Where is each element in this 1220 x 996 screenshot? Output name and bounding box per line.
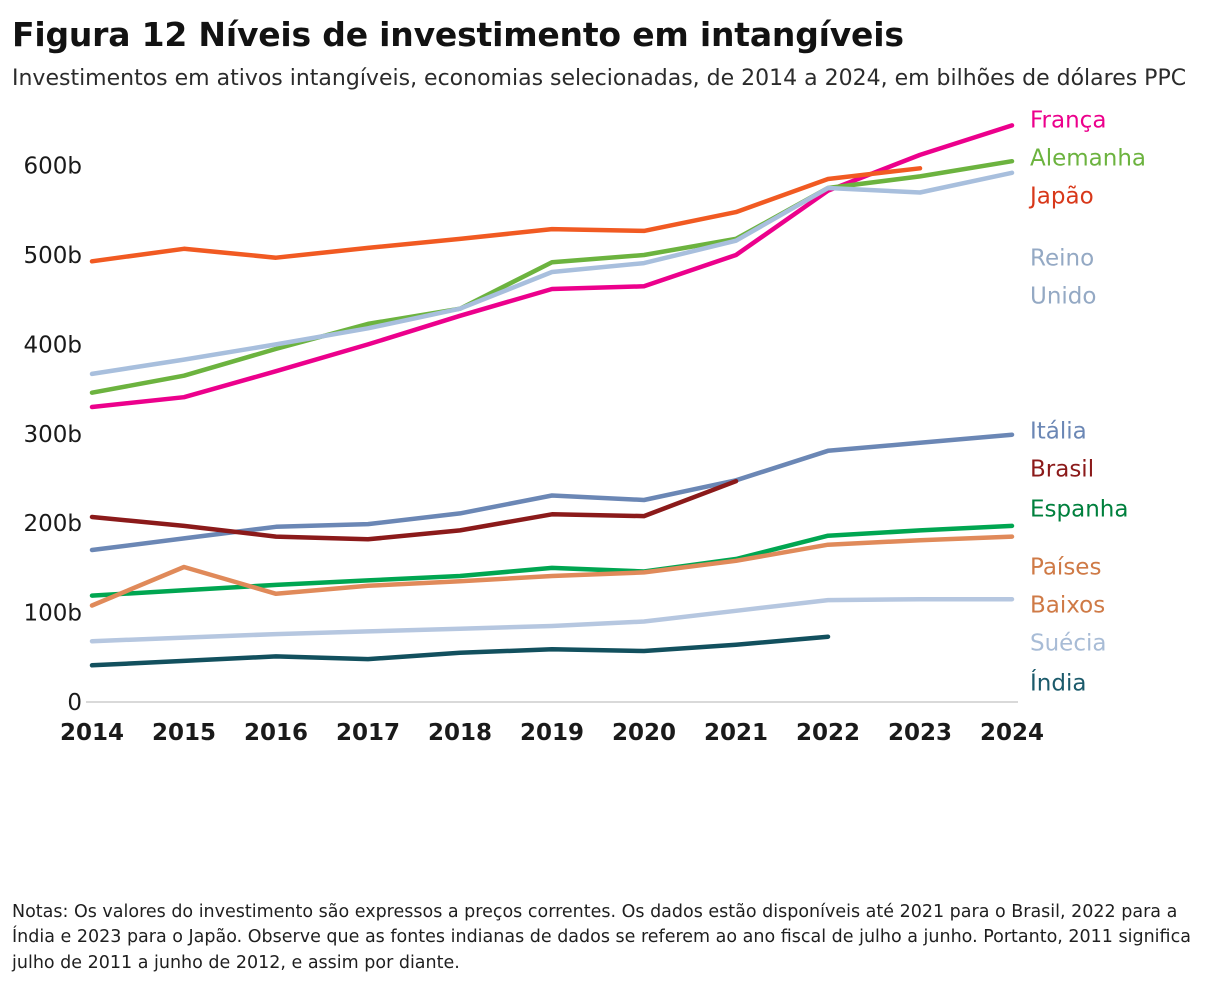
chart-legend bbox=[1028, 107, 1146, 696]
x-tick-label: 2016 bbox=[243, 719, 309, 746]
x-tick-label: 2021 bbox=[703, 719, 769, 746]
y-tick-label: 500b bbox=[23, 242, 82, 269]
series-line bbox=[92, 599, 1012, 641]
x-tick-label: 2022 bbox=[795, 719, 861, 746]
figure-subtitle: Investimentos em ativos intangíveis, economias selecionadas, de 2014 a 2024, em bilhões de dólares PPC bbox=[12, 65, 1187, 91]
legend-label: Brasil bbox=[1030, 456, 1095, 483]
line-chart bbox=[12, 102, 1208, 762]
y-tick-label: 300b bbox=[23, 421, 82, 448]
y-tick-label: 400b bbox=[23, 332, 82, 359]
x-tick-label: 2019 bbox=[519, 719, 585, 746]
x-tick-label: 2017 bbox=[335, 719, 401, 746]
legend-label: Reino bbox=[1030, 245, 1095, 272]
series-line bbox=[92, 526, 1012, 596]
figure-notes: Notas: Os valores do investimento são expressos a preços correntes. Os dados estão disponíveis até 2021 para o Brasil, 2022 para a Índia e 2023 para o Japão. Observe que as fontes indianas de dados se referem ao ano fiscal de julho a junho. Portanto, 2011 significa julho de 2011 a junho de 2012, e assim por diante. bbox=[12, 902, 1191, 973]
legend-label: Itália bbox=[1030, 418, 1087, 445]
page-title: Figura 12 Níveis de investimento em intangíveis bbox=[12, 15, 904, 54]
legend-label: Japão bbox=[1030, 183, 1094, 210]
x-tick-label: 2014 bbox=[59, 719, 125, 746]
series-line bbox=[92, 125, 1012, 407]
legend-label: Espanha bbox=[1030, 496, 1129, 523]
series-line bbox=[92, 161, 1012, 393]
legend-label: Baixos bbox=[1030, 592, 1106, 619]
x-tick-label: 2018 bbox=[427, 719, 493, 746]
series-line bbox=[92, 536, 1012, 605]
y-tick-label: 100b bbox=[23, 600, 82, 627]
x-tick-label: 2023 bbox=[887, 719, 953, 746]
y-tick-label: 600b bbox=[23, 153, 82, 180]
y-tick-label: 0 bbox=[67, 689, 82, 716]
legend-label: Alemanha bbox=[1030, 145, 1147, 172]
x-axis bbox=[60, 702, 1044, 746]
x-tick-label: 2024 bbox=[979, 719, 1045, 746]
series-lines bbox=[92, 125, 1012, 665]
legend-label: Unido bbox=[1030, 283, 1097, 310]
y-tick-label: 200b bbox=[23, 510, 82, 537]
legend-label: França bbox=[1030, 107, 1107, 134]
series-line bbox=[92, 172, 1012, 373]
legend-label: Índia bbox=[1030, 670, 1087, 697]
x-tick-label: 2020 bbox=[611, 719, 677, 746]
legend-label: Suécia bbox=[1030, 630, 1107, 657]
legend-label: Países bbox=[1030, 554, 1102, 581]
notes-divider bbox=[12, 884, 1208, 885]
y-axis bbox=[24, 153, 83, 715]
chart-svg bbox=[12, 102, 1208, 762]
x-tick-label: 2015 bbox=[151, 719, 217, 746]
series-line bbox=[92, 481, 736, 539]
series-line bbox=[92, 636, 828, 665]
